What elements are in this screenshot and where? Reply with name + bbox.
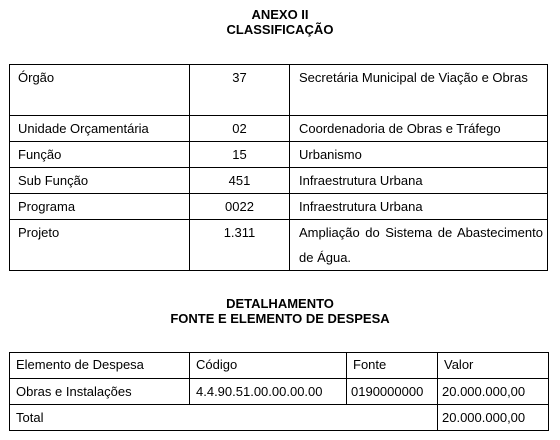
classification-description: Secretária Municipal de Viação e Obras: [290, 65, 548, 116]
classification-row: [10, 116, 548, 142]
classification-description: Infraestrutura Urbana: [290, 168, 548, 194]
detail-source: 0190000000: [347, 379, 438, 405]
classification-label: Unidade Orçamentária: [10, 116, 190, 142]
classification-label: Projeto: [10, 220, 190, 271]
classification-description: Urbanismo: [290, 142, 548, 168]
classification-description: Coordenadoria de Obras e Tráfego: [290, 116, 548, 142]
header-source: Fonte: [347, 353, 438, 379]
classification-description: Infraestrutura Urbana: [290, 194, 548, 220]
detail-row: [10, 379, 549, 405]
header-element: Elemento de Despesa: [10, 353, 190, 379]
classification-row: [10, 142, 548, 168]
annex-heading: [0, 7, 560, 37]
detail-title: DETALHAMENTO: [226, 296, 334, 311]
detail-element: Obras e Instalações: [10, 379, 190, 405]
header-value: Valor: [438, 353, 549, 379]
classification-code: 15: [190, 142, 290, 168]
detail-code: 4.4.90.51.00.00.00.00: [190, 379, 347, 405]
classification-label: Órgão: [10, 65, 190, 116]
classification-row: [10, 168, 548, 194]
annex-title: ANEXO II: [251, 7, 309, 22]
total-value: 20.000.000,00: [438, 405, 549, 431]
classification-label: Função: [10, 142, 190, 168]
classification-row: [10, 220, 548, 271]
classification-table: [9, 64, 548, 271]
classification-label: Sub Função: [10, 168, 190, 194]
classification-description: Ampliação do Sistema de Abastecimento de Água.: [290, 220, 548, 271]
classification-code: 02: [190, 116, 290, 142]
classification-row: [10, 65, 548, 116]
annex-subtitle: CLASSIFICAÇÃO: [226, 22, 334, 37]
detail-value: 20.000.000,00: [438, 379, 549, 405]
header-code: Código: [190, 353, 347, 379]
classification-code: 0022: [190, 194, 290, 220]
classification-code: 451: [190, 168, 290, 194]
classification-row: [10, 194, 548, 220]
classification-label: Programa: [10, 194, 190, 220]
detail-heading: [0, 296, 560, 326]
detail-subtitle: FONTE E ELEMENTO DE DESPESA: [170, 311, 390, 326]
detail-table: [9, 352, 549, 431]
total-label: Total: [10, 405, 438, 431]
detail-total-row: [10, 405, 549, 431]
detail-header-row: [10, 353, 549, 379]
classification-code: 1.311: [190, 220, 290, 271]
classification-code: 37: [190, 65, 290, 116]
